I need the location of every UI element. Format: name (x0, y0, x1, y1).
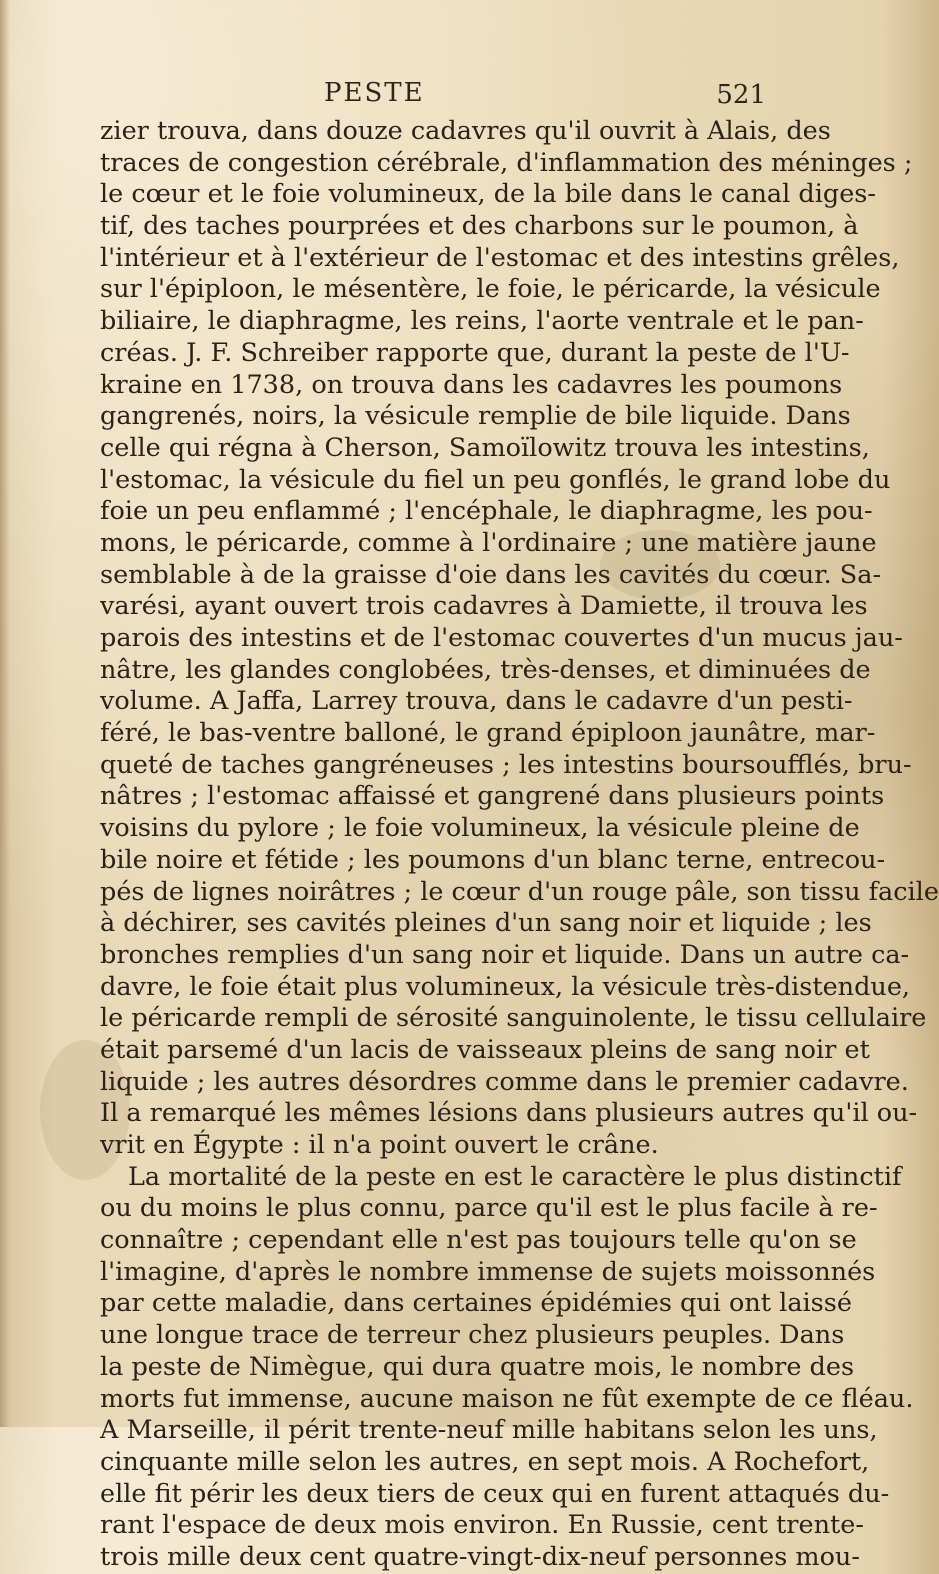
text-line: bile noire et fétide ; les poumons d'un blanc terne, entrecou- (100, 844, 886, 875)
running-head (100, 78, 766, 114)
text-line: varési, ayant ouvert trois cadavres à Damiette, il trouva les (100, 591, 868, 622)
text-line: bronches remplies d'un sang noir et liquide. Dans un autre ca- (100, 939, 910, 970)
text-line: voisins du pylore ; le foie volumineux, la vésicule pleine de (100, 813, 860, 844)
text-line: féré, le bas-ventre balloné, le grand épiploon jaunâtre, mar- (100, 718, 876, 749)
text-line: ou du moins le plus connu, parce qu'il est le plus facile à re- (100, 1193, 878, 1224)
text-line: elle fit périr les deux tiers de ceux qui en furent attaqués du- (100, 1478, 890, 1509)
text-line: semblable à de la graisse d'oie dans les cavités du cœur. Sa- (100, 559, 882, 590)
page-gutter-shadow (0, 0, 10, 1427)
text-line: liquide ; les autres désordres comme dans le premier cadavre. (100, 1066, 909, 1097)
text-line: par cette maladie, dans certaines épidémies qui ont laissé (100, 1288, 852, 1319)
text-line: créas. J. F. Schreiber rapporte que, durant la peste de l'U- (100, 337, 850, 368)
page-number: 521 (716, 80, 766, 110)
text-line: tif, des taches pourprées et des charbons sur le poumon, à (100, 211, 859, 242)
text-line: volume. A Jaffa, Larrey trouva, dans le cadavre d'un pesti- (100, 686, 853, 717)
text-line: parois des intestins et de l'estomac couvertes d'un mucus jau- (100, 623, 903, 653)
paragraph-start-line: La mortalité de la peste en est le caractère le plus distinctif (128, 1161, 902, 1192)
text-line: sur l'épiploon, le mésentère, le foie, le péricarde, la vésicule (100, 274, 881, 305)
text-line: nâtres ; l'estomac affaissé et gangrené dans plusieurs points (100, 781, 885, 812)
text-line: une longue trace de terreur chez plusieurs peuples. Dans (100, 1320, 845, 1351)
text-line: kraine en 1738, on trouva dans les cadavres les poumons (100, 369, 843, 400)
text-line: morts fut immense, aucune maison ne fût exempte de ce fléau. (100, 1383, 914, 1414)
running-head-title: PESTE (324, 78, 425, 108)
text-line: biliaire, le diaphragme, les reins, l'aorte ventrale et le pan- (100, 306, 864, 337)
text-line: davre, le foie était plus volumineux, la vésicule très-distendue, (100, 971, 911, 1002)
text-line: zier trouva, dans douze cadavres qu'il ouvrit à Alais, des (100, 116, 831, 146)
text-line: foie un peu enflammé ; l'encéphale, le diaphragme, les pou- (100, 496, 873, 527)
text-line: l'intérieur et à l'extérieur de l'estomac et des intestins grêles, (100, 242, 900, 273)
text-line: rant l'espace de deux mois environ. En Russie, cent trente- (100, 1510, 864, 1541)
text-line: traces de congestion cérébrale, d'inflammation des méninges ; (100, 147, 913, 178)
body-text (100, 116, 939, 1574)
text-line: était parsemé d'un lacis de vaisseaux pleins de sang noir et (100, 1034, 870, 1065)
text-line: Il a remarqué les mêmes lésions dans plusieurs autres qu'il ou- (100, 1098, 918, 1129)
text-line: à déchirer, ses cavités pleines d'un sang noir et liquide ; les (100, 908, 872, 939)
text-line: queté de taches gangréneuses ; les intestins boursoufflés, bru- (100, 749, 912, 780)
text-line: A Marseille, il périt trente-neuf mille habitans selon les uns, (100, 1415, 878, 1446)
text-line: mons, le péricarde, comme à l'ordinaire ; une matière jaune (100, 527, 877, 558)
text-line: cinquante mille selon les autres, en sept mois. A Rochefort, (100, 1446, 870, 1477)
text-line: nâtre, les glandes conglobées, très-denses, et diminuées de (100, 654, 871, 685)
text-line: la peste de Nimègue, qui dura quatre mois, le nombre des (100, 1351, 855, 1382)
text-line: pés de lignes noirâtres ; le cœur d'un rouge pâle, son tissu facile (100, 876, 939, 907)
text-line: gangrenés, noirs, la vésicule remplie de bile liquide. Dans (100, 401, 851, 432)
text-line: trois mille deux cent quatre-vingt-dix-neuf personnes mou- (100, 1541, 860, 1572)
text-line: l'imagine, d'après le nombre immense de sujets moissonnés (100, 1256, 876, 1287)
text-line: l'estomac, la vésicule du fiel un peu gonflés, le grand lobe du (100, 464, 891, 495)
text-line: vrit en Égypte : il n'a point ouvert le crâne. (100, 1130, 659, 1160)
text-line: le cœur et le foie volumineux, de la bile dans le canal diges- (100, 179, 876, 210)
text-line: connaître ; cependant elle n'est pas toujours telle qu'on se (100, 1225, 857, 1256)
text-line: celle qui régna à Cherson, Samoïlowitz trouva les intestins, (100, 432, 870, 463)
text-line: le péricarde rempli de sérosité sanguinolente, le tissu cellulaire (100, 1003, 927, 1034)
